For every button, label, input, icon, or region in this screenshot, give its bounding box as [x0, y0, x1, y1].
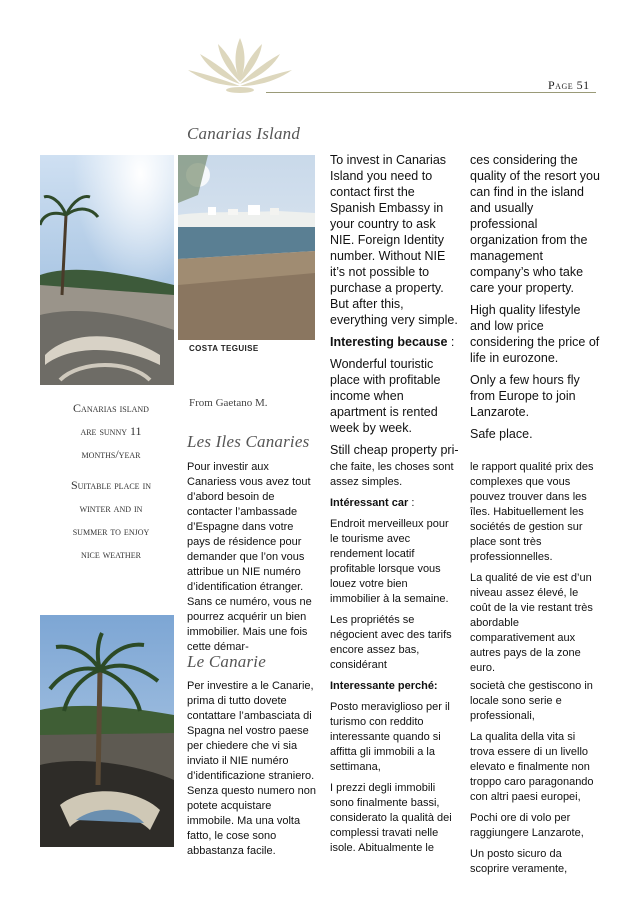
section2-column-1: [187, 460, 319, 661]
paragraph: Still cheap property pri-: [330, 443, 459, 457]
section-title-canarias-island: Canarias Island: [187, 124, 301, 143]
label-separator: :: [447, 335, 455, 349]
sidebar-line: winter and in: [79, 501, 143, 515]
sidebar-line: months/year: [81, 447, 141, 461]
paragraph: Wonderful touristic place with profitable income when apartment is rented week by week.: [330, 357, 441, 435]
sidebar-line: nice weather: [81, 547, 141, 561]
section3-column-3: [470, 679, 602, 883]
page-number: Page 51: [548, 78, 590, 92]
paragraph: [330, 334, 460, 350]
paragraph: ces considering the quality of the resort you can find in the island and usually professional organization from the management company’s who take care your property.: [470, 153, 600, 295]
bold-label: Interessante perché:: [330, 680, 438, 692]
paragraph: Posto meraviglioso per il turismo con reddito interessante quando si affitta gli immobili a la settimana,: [330, 701, 450, 773]
section1-column-3: [470, 152, 602, 448]
photo-palm-pool: [40, 615, 174, 847]
sidebar-line: are sunny 11: [80, 424, 142, 438]
photo-costa-teguise-beach: [178, 155, 315, 340]
section2-column-3: [470, 460, 602, 682]
paragraph: società che gestiscono in locale sono serie e professionali,: [470, 680, 593, 722]
sidebar-line: Canarias island: [73, 401, 149, 415]
section1-column-2: [330, 152, 460, 464]
photo-caption: COSTA TEGUISE: [189, 344, 259, 353]
paragraph: Les propriétés se négocient avec des tarifs encore assez bas, considérant: [330, 614, 452, 671]
sidebar-line: summer to enjoy: [72, 524, 150, 538]
paragraph: Per investire a le Canarie, prima di tutto dovete contattare l’ambasciata di Spagna nel vostro paese per chiedere che vi sia inviato il NIE numéro d’identificazione straniero. Senza questo numero non potete acquistare immobile. Ma una volta fatto, le cose sono abbastanza facile.: [187, 680, 317, 857]
paragraph: [330, 496, 460, 511]
paragraph: La qualité de vie est d’un niveau assez élevé, le coût de la vie restant très abordable comparativement aux autres pays de la zone euro.: [470, 572, 593, 674]
bold-label: Interesting because: [330, 335, 448, 349]
section3-column-1: [187, 679, 319, 865]
paragraph: To invest in Canarias Island you need to contact first the Spanish Embassy in your country to ask NIE. Foreign Identity number. Without NIE it’s not possible to purchase a property. But after this, everything very simple.: [330, 153, 458, 327]
paragraph: Pochi ore di volo per raggiungere Lanzarote,: [470, 812, 584, 839]
section3-column-2: [330, 679, 460, 862]
section2-column-2: [330, 460, 460, 679]
sidebar-line: Suitable place in: [70, 478, 152, 492]
paragraph: I prezzi degli immobili sono finalmente bassi, considerato la qualità dei complessi travati nelle isole. Abitualmente le: [330, 782, 452, 854]
paragraph: Safe place.: [470, 427, 533, 441]
photo-credit: From Gaetano M.: [189, 397, 268, 409]
paragraph: le rapport qualité prix des complexes que vous pouvez trouver dans les îles. Habituellement les sociétés de gestion sur place sont très professionnelles.: [470, 461, 594, 563]
header-rule: [266, 92, 596, 93]
photo-sunny-promenade: [40, 155, 174, 385]
label-separator: :: [408, 497, 415, 509]
paragraph: High quality lifestyle and low price considering the price of life in eurozone.: [470, 303, 600, 365]
sidebar-tagline: [56, 370, 166, 570]
paragraph: Un posto sicuro da scoprire veramente,: [470, 848, 568, 875]
paragraph: Only a few hours fly from Europe to join Lanzarote.: [470, 373, 580, 419]
section-title-les-iles-canaries: Les Iles Canaries: [187, 432, 310, 451]
paragraph: Pour investir aux Canariess vous avez tout d’abord besoin de contacter l’ambassade d’Espagne dans votre pays de résidence pour demander que l’on vous attribue un NIE numéro d’identification étranger. Sans ce numéro, vous ne pourrez acquérir un bien immobilier. Mais une fois cette démar-: [187, 461, 312, 653]
section-title-le-canarie: Le Canarie: [187, 652, 266, 671]
paragraph: che faite, les choses sont assez simples.: [330, 461, 454, 488]
bold-label: Intéressant car: [330, 497, 409, 509]
header-ornament-icon: [180, 30, 300, 100]
paragraph: Endroit merveilleux pour le tourisme avec rendement locatif profitable lorsque vous louez votre bien immobilier à la semaine.: [330, 518, 449, 605]
paragraph: La qualita della vita si trova essere di un livello elevato e finalmente non troppo caro paragonando con altri paesi europei,: [470, 731, 594, 803]
